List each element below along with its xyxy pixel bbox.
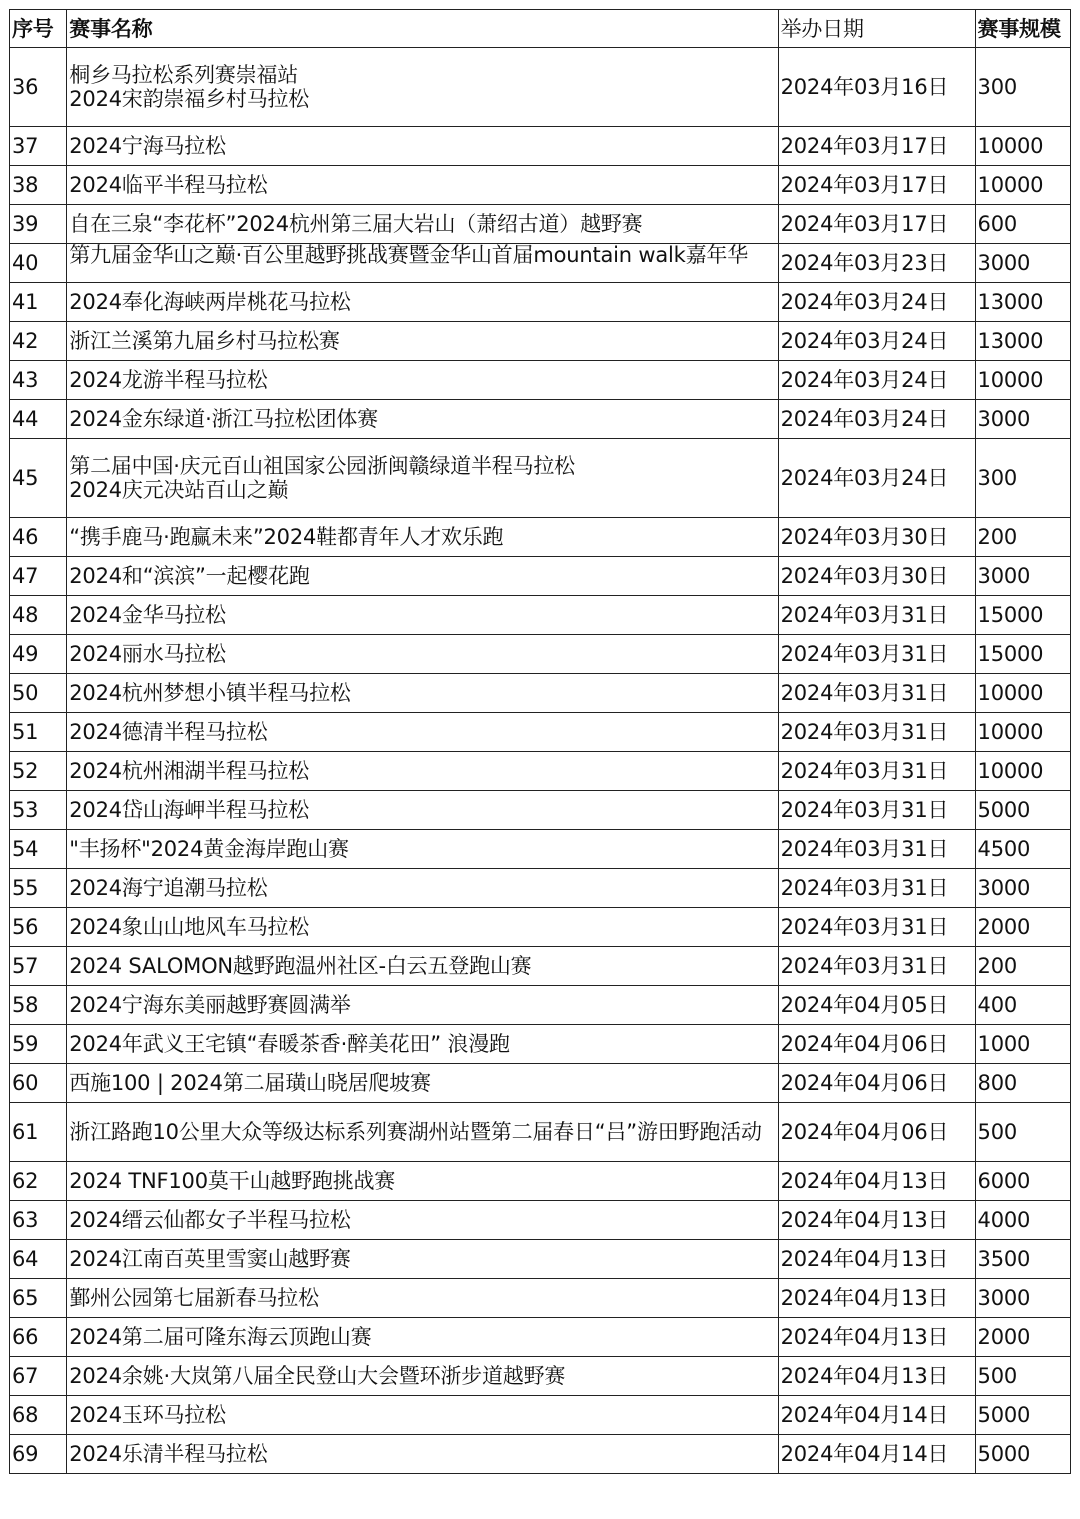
table-row <box>10 1240 1071 1279</box>
cell-name <box>67 1103 778 1162</box>
cell-date: 2024年03月24日 <box>778 361 975 400</box>
cell-name-text: 2024海宁追潮马拉松 <box>69 876 268 900</box>
cell-name-text: 2024乐清半程马拉松 <box>69 1442 268 1466</box>
cell-date: 2024年03月31日 <box>778 791 975 830</box>
cell-name-text: 自在三泉“李花杯”2024杭州第三届大岩山（萧绍古道）越野赛 <box>69 212 643 236</box>
cell-no: 50 <box>10 674 67 713</box>
cell-no: 63 <box>10 1201 67 1240</box>
cell-no: 51 <box>10 713 67 752</box>
cell-date: 2024年04月13日 <box>778 1357 975 1396</box>
table-row <box>10 322 1071 361</box>
cell-name-text: 第九届金华山之巅·百公里越野挑战赛暨金华山首届mountain walk嘉年华 <box>69 244 749 267</box>
cell-no: 56 <box>10 908 67 947</box>
cell-scale: 2000 <box>975 908 1070 947</box>
table-row <box>10 986 1071 1025</box>
cell-scale: 5000 <box>975 1396 1070 1435</box>
cell-no: 68 <box>10 1396 67 1435</box>
cell-name <box>67 1396 778 1435</box>
table-row <box>10 635 1071 674</box>
table-row <box>10 1435 1071 1474</box>
cell-date: 2024年03月17日 <box>778 127 975 166</box>
cell-date: 2024年03月30日 <box>778 518 975 557</box>
cell-name <box>67 400 778 439</box>
cell-no: 58 <box>10 986 67 1025</box>
cell-scale: 3000 <box>975 400 1070 439</box>
table-row <box>10 283 1071 322</box>
cell-scale: 200 <box>975 518 1070 557</box>
cell-date: 2024年03月31日 <box>778 908 975 947</box>
table-row <box>10 830 1071 869</box>
cell-name-text: 2024余姚·大岚第八届全民登山大会暨环浙步道越野赛 <box>69 1364 566 1388</box>
cell-scale: 3000 <box>975 869 1070 908</box>
cell-name <box>67 1201 778 1240</box>
cell-name-text: 2024宁海马拉松 <box>69 134 226 158</box>
cell-name-text: 西施100 | 2024第二届璜山晓居爬坡赛 <box>69 1071 431 1095</box>
cell-scale: 15000 <box>975 635 1070 674</box>
cell-scale: 300 <box>975 439 1070 518</box>
cell-name-text: 2024 TNF100莫干山越野跑挑战赛 <box>69 1169 396 1193</box>
cell-no: 59 <box>10 1025 67 1064</box>
cell-name-text: 2024缙云仙都女子半程马拉松 <box>69 1208 351 1232</box>
cell-name <box>67 1279 778 1318</box>
table-row <box>10 1201 1071 1240</box>
cell-no: 52 <box>10 752 67 791</box>
cell-name-text: 2024杭州湘湖半程马拉松 <box>69 759 310 783</box>
cell-no: 57 <box>10 947 67 986</box>
table-row <box>10 596 1071 635</box>
cell-scale: 300 <box>975 48 1070 127</box>
cell-name <box>67 1357 778 1396</box>
cell-scale: 5000 <box>975 1435 1070 1474</box>
cell-no: 46 <box>10 518 67 557</box>
table-row <box>10 518 1071 557</box>
cell-no: 42 <box>10 322 67 361</box>
cell-scale: 13000 <box>975 322 1070 361</box>
cell-name <box>67 205 778 244</box>
cell-date: 2024年03月24日 <box>778 439 975 518</box>
header-name: 赛事名称 <box>67 10 778 48</box>
cell-scale: 10000 <box>975 166 1070 205</box>
cell-scale: 500 <box>975 1357 1070 1396</box>
table-row <box>10 244 1071 283</box>
cell-name <box>67 1162 778 1201</box>
table-row <box>10 1025 1071 1064</box>
cell-name <box>67 986 778 1025</box>
cell-scale: 800 <box>975 1064 1070 1103</box>
cell-name-text: 2024玉环马拉松 <box>69 1403 226 1427</box>
cell-scale: 10000 <box>975 752 1070 791</box>
cell-name <box>67 322 778 361</box>
table-row <box>10 674 1071 713</box>
cell-date: 2024年03月24日 <box>778 322 975 361</box>
cell-no: 65 <box>10 1279 67 1318</box>
cell-no: 39 <box>10 205 67 244</box>
cell-scale: 10000 <box>975 127 1070 166</box>
cell-name <box>67 947 778 986</box>
cell-name-text: “携手鹿马·跑赢未来”2024鞋都青年人才欢乐跑 <box>69 525 504 549</box>
cell-date: 2024年04月13日 <box>778 1240 975 1279</box>
cell-name <box>67 518 778 557</box>
cell-name-text: 浙江路跑10公里大众等级达标系列赛湖州站暨第二届春日“吕”游田野跑活动 <box>69 1120 762 1144</box>
cell-scale: 400 <box>975 986 1070 1025</box>
cell-date: 2024年03月17日 <box>778 205 975 244</box>
cell-date: 2024年04月05日 <box>778 986 975 1025</box>
cell-name-text: 2024和“滨滨”一起樱花跑 <box>69 564 310 588</box>
cell-scale: 3000 <box>975 557 1070 596</box>
cell-no: 44 <box>10 400 67 439</box>
cell-name-text: 2024丽水马拉松 <box>69 642 226 666</box>
cell-no: 54 <box>10 830 67 869</box>
cell-date: 2024年03月24日 <box>778 400 975 439</box>
cell-name-text: "丰扬杯"2024黄金海岸跑山赛 <box>69 837 349 861</box>
cell-name <box>67 1435 778 1474</box>
cell-name-text: 桐乡马拉松系列赛崇福站 2024宋韵崇福乡村马拉松 <box>69 63 310 111</box>
cell-date: 2024年04月13日 <box>778 1318 975 1357</box>
cell-name-text: 2024龙游半程马拉松 <box>69 368 268 392</box>
cell-scale: 10000 <box>975 713 1070 752</box>
table-row <box>10 400 1071 439</box>
cell-date: 2024年04月14日 <box>778 1435 975 1474</box>
cell-no: 40 <box>10 244 67 283</box>
cell-scale: 4000 <box>975 1201 1070 1240</box>
cell-name-text: 2024年武义王宅镇“春暖茶香·醉美花田” 浪漫跑 <box>69 1032 510 1056</box>
cell-name <box>67 830 778 869</box>
cell-scale: 3000 <box>975 244 1070 283</box>
cell-name-text: 2024 SALOMON越野跑温州社区-白云五登跑山赛 <box>69 954 532 978</box>
cell-name <box>67 48 778 127</box>
table-row <box>10 1357 1071 1396</box>
table-row <box>10 869 1071 908</box>
cell-name <box>67 635 778 674</box>
cell-no: 53 <box>10 791 67 830</box>
cell-date: 2024年03月23日 <box>778 244 975 283</box>
cell-date: 2024年04月06日 <box>778 1025 975 1064</box>
cell-name <box>67 869 778 908</box>
cell-name-text: 鄞州公园第七届新春马拉松 <box>69 1286 319 1310</box>
cell-no: 48 <box>10 596 67 635</box>
header-row <box>10 10 1071 48</box>
cell-no: 55 <box>10 869 67 908</box>
cell-name <box>67 791 778 830</box>
cell-date: 2024年03月16日 <box>778 48 975 127</box>
cell-name-text: 2024金华马拉松 <box>69 603 226 627</box>
cell-date: 2024年03月31日 <box>778 752 975 791</box>
table-row <box>10 1162 1071 1201</box>
cell-no: 45 <box>10 439 67 518</box>
cell-no: 67 <box>10 1357 67 1396</box>
cell-name-text: 2024江南百英里雪窦山越野赛 <box>69 1247 351 1271</box>
cell-scale: 13000 <box>975 283 1070 322</box>
cell-name-text: 2024金东绿道·浙江马拉松团体赛 <box>69 407 378 431</box>
cell-date: 2024年03月17日 <box>778 166 975 205</box>
cell-name-text: 2024杭州梦想小镇半程马拉松 <box>69 681 351 705</box>
cell-scale: 500 <box>975 1103 1070 1162</box>
table-row <box>10 361 1071 400</box>
cell-date: 2024年03月31日 <box>778 947 975 986</box>
cell-date: 2024年04月13日 <box>778 1201 975 1240</box>
cell-date: 2024年03月31日 <box>778 713 975 752</box>
cell-date: 2024年04月06日 <box>778 1103 975 1162</box>
cell-no: 43 <box>10 361 67 400</box>
cell-scale: 4500 <box>975 830 1070 869</box>
cell-no: 49 <box>10 635 67 674</box>
cell-name <box>67 166 778 205</box>
table-row <box>10 908 1071 947</box>
cell-no: 38 <box>10 166 67 205</box>
cell-no: 41 <box>10 283 67 322</box>
header-date: 举办日期 <box>778 10 975 48</box>
cell-no: 61 <box>10 1103 67 1162</box>
table-row <box>10 752 1071 791</box>
cell-date: 2024年04月13日 <box>778 1162 975 1201</box>
cell-name <box>67 1025 778 1064</box>
cell-name-text: 2024宁海东美丽越野赛圆满举 <box>69 993 351 1017</box>
table-row <box>10 1279 1071 1318</box>
table-row <box>10 166 1071 205</box>
cell-scale: 5000 <box>975 791 1070 830</box>
table-row <box>10 557 1071 596</box>
cell-name-text: 2024临平半程马拉松 <box>69 173 268 197</box>
cell-name <box>67 361 778 400</box>
cell-date: 2024年03月31日 <box>778 596 975 635</box>
table-row <box>10 48 1071 127</box>
cell-name-text: 2024象山山地风车马拉松 <box>69 915 310 939</box>
table-row <box>10 947 1071 986</box>
table-body <box>10 48 1071 1474</box>
table-row <box>10 1396 1071 1435</box>
cell-name-text: 第二届中国·庆元百山祖国家公园浙闽赣绿道半程马拉松 2024庆元决站百山之巅 <box>69 454 575 502</box>
cell-no: 60 <box>10 1064 67 1103</box>
cell-date: 2024年03月31日 <box>778 830 975 869</box>
cell-date: 2024年04月06日 <box>778 1064 975 1103</box>
cell-no: 37 <box>10 127 67 166</box>
cell-name <box>67 127 778 166</box>
cell-name <box>67 1318 778 1357</box>
table-row <box>10 713 1071 752</box>
cell-name <box>67 674 778 713</box>
cell-name <box>67 752 778 791</box>
table-row <box>10 205 1071 244</box>
cell-date: 2024年03月31日 <box>778 869 975 908</box>
table-row <box>10 1318 1071 1357</box>
header-scale: 赛事规模 <box>975 10 1070 48</box>
cell-name <box>67 713 778 752</box>
cell-no: 47 <box>10 557 67 596</box>
events-table <box>9 9 1071 1474</box>
cell-date: 2024年03月30日 <box>778 557 975 596</box>
cell-scale: 1000 <box>975 1025 1070 1064</box>
table-row <box>10 791 1071 830</box>
table-row <box>10 439 1071 518</box>
cell-scale: 15000 <box>975 596 1070 635</box>
cell-date: 2024年03月31日 <box>778 674 975 713</box>
cell-scale: 600 <box>975 205 1070 244</box>
cell-no: 66 <box>10 1318 67 1357</box>
cell-name <box>67 244 778 283</box>
cell-no: 69 <box>10 1435 67 1474</box>
cell-name <box>67 283 778 322</box>
cell-date: 2024年03月24日 <box>778 283 975 322</box>
cell-date: 2024年04月13日 <box>778 1279 975 1318</box>
cell-scale: 200 <box>975 947 1070 986</box>
cell-name <box>67 1064 778 1103</box>
cell-name <box>67 1240 778 1279</box>
header-no: 序号 <box>10 10 67 48</box>
cell-scale: 2000 <box>975 1318 1070 1357</box>
cell-name-text: 浙江兰溪第九届乡村马拉松赛 <box>69 329 340 353</box>
cell-scale: 3500 <box>975 1240 1070 1279</box>
cell-no: 36 <box>10 48 67 127</box>
table-row <box>10 127 1071 166</box>
cell-no: 64 <box>10 1240 67 1279</box>
cell-name <box>67 908 778 947</box>
cell-scale: 6000 <box>975 1162 1070 1201</box>
cell-name <box>67 596 778 635</box>
cell-date: 2024年04月14日 <box>778 1396 975 1435</box>
cell-scale: 3000 <box>975 1279 1070 1318</box>
cell-scale: 10000 <box>975 674 1070 713</box>
table-row <box>10 1064 1071 1103</box>
cell-name-text: 2024德清半程马拉松 <box>69 720 268 744</box>
cell-name <box>67 439 778 518</box>
cell-name-text: 2024奉化海峡两岸桃花马拉松 <box>69 290 351 314</box>
table-row <box>10 1103 1071 1162</box>
cell-scale: 10000 <box>975 361 1070 400</box>
cell-date: 2024年03月31日 <box>778 635 975 674</box>
cell-name-text: 2024第二届可隆东海云顶跑山赛 <box>69 1325 372 1349</box>
cell-name-text: 2024岱山海岬半程马拉松 <box>69 798 310 822</box>
cell-name <box>67 557 778 596</box>
cell-no: 62 <box>10 1162 67 1201</box>
